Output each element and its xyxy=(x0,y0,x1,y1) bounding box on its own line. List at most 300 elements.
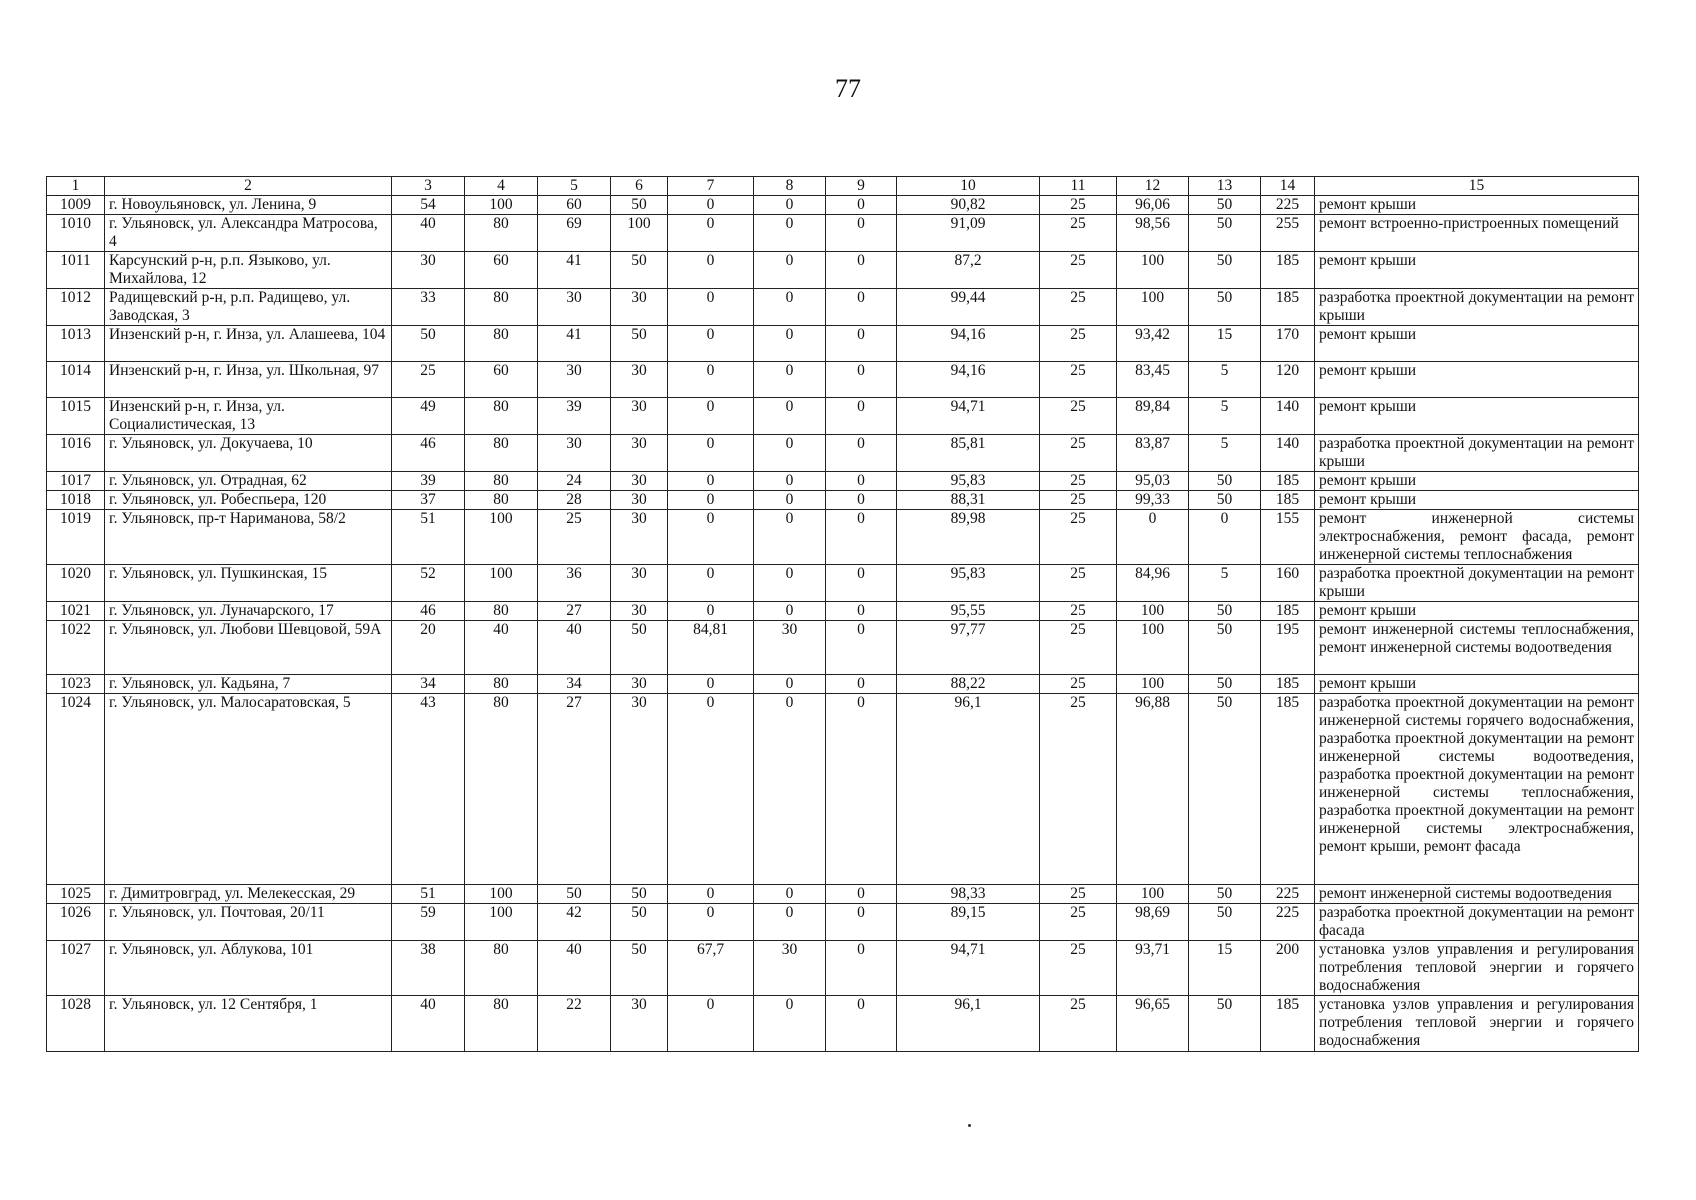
cell-value: 0 xyxy=(826,252,897,289)
cell-value: 99,44 xyxy=(897,289,1040,326)
cell-value: 43 xyxy=(392,694,465,885)
table-body xyxy=(47,177,1639,1052)
cell-value: 30 xyxy=(611,362,668,398)
table-row xyxy=(47,362,1639,398)
cell-value: 30 xyxy=(754,941,826,996)
cell-value: 25 xyxy=(1040,196,1117,215)
row-number: 1011 xyxy=(47,252,105,289)
cell-value: 50 xyxy=(1189,252,1261,289)
works-cell: установка узлов управления и регулирования потребления тепловой энергии и горячего водоснабжения xyxy=(1315,941,1639,996)
address-cell: г. Ульяновск, ул. Кадьяна, 7 xyxy=(105,675,392,694)
column-header: 10 xyxy=(897,177,1040,196)
cell-value: 140 xyxy=(1261,398,1315,435)
cell-value: 95,55 xyxy=(897,602,1040,621)
row-number: 1026 xyxy=(47,904,105,941)
cell-value: 36 xyxy=(538,565,611,602)
cell-value: 42 xyxy=(538,904,611,941)
cell-value: 100 xyxy=(465,885,538,904)
cell-value: 24 xyxy=(538,472,611,491)
table-row xyxy=(47,326,1639,362)
address-cell: Инзенский р-н, г. Инза, ул. Школьная, 97 xyxy=(105,362,392,398)
cell-value: 30 xyxy=(611,491,668,510)
cell-value: 0 xyxy=(826,510,897,565)
cell-value: 80 xyxy=(465,675,538,694)
address-cell: Радищевский р-н, р.п. Радищево, ул. Заводская, 3 xyxy=(105,289,392,326)
cell-value: 0 xyxy=(668,885,754,904)
works-cell: ремонт крыши xyxy=(1315,362,1639,398)
cell-value: 5 xyxy=(1189,398,1261,435)
cell-value: 94,71 xyxy=(897,398,1040,435)
cell-value: 95,83 xyxy=(897,565,1040,602)
cell-value: 83,87 xyxy=(1117,435,1189,472)
cell-value: 84,81 xyxy=(668,621,754,675)
address-cell: г. Ульяновск, пр-т Нариманова, 58/2 xyxy=(105,510,392,565)
cell-value: 100 xyxy=(1117,289,1189,326)
cell-value: 25 xyxy=(1040,694,1117,885)
cell-value: 97,77 xyxy=(897,621,1040,675)
cell-value: 0 xyxy=(754,491,826,510)
housing-repair-table xyxy=(46,176,1639,1052)
cell-value: 25 xyxy=(1040,904,1117,941)
cell-value: 185 xyxy=(1261,996,1315,1052)
cell-value: 33 xyxy=(392,289,465,326)
cell-value: 80 xyxy=(465,326,538,362)
row-number: 1013 xyxy=(47,326,105,362)
row-number: 1015 xyxy=(47,398,105,435)
row-number: 1021 xyxy=(47,602,105,621)
cell-value: 46 xyxy=(392,435,465,472)
cell-value: 0 xyxy=(826,621,897,675)
cell-value: 84,96 xyxy=(1117,565,1189,602)
cell-value: 25 xyxy=(1040,289,1117,326)
works-cell: ремонт встроенно-пристроенных помещений xyxy=(1315,215,1639,252)
cell-value: 0 xyxy=(754,885,826,904)
cell-value: 0 xyxy=(668,675,754,694)
cell-value: 0 xyxy=(826,941,897,996)
cell-value: 0 xyxy=(1189,510,1261,565)
table-row xyxy=(47,435,1639,472)
works-cell: ремонт инженерной системы водоотведения xyxy=(1315,885,1639,904)
cell-value: 25 xyxy=(1040,675,1117,694)
table-row xyxy=(47,289,1639,326)
cell-value: 46 xyxy=(392,602,465,621)
cell-value: 140 xyxy=(1261,435,1315,472)
cell-value: 50 xyxy=(1189,675,1261,694)
cell-value: 50 xyxy=(1189,621,1261,675)
row-number: 1022 xyxy=(47,621,105,675)
cell-value: 22 xyxy=(538,996,611,1052)
cell-value: 25 xyxy=(1040,996,1117,1052)
cell-value: 60 xyxy=(465,252,538,289)
cell-value: 50 xyxy=(611,196,668,215)
works-cell: разработка проектной документации на ремонт фасада xyxy=(1315,904,1639,941)
cell-value: 27 xyxy=(538,694,611,885)
cell-value: 0 xyxy=(826,565,897,602)
cell-value: 0 xyxy=(754,326,826,362)
cell-value: 28 xyxy=(538,491,611,510)
cell-value: 185 xyxy=(1261,675,1315,694)
works-cell: ремонт инженерной системы теплоснабжения, ремонт инженерной системы водоотведения xyxy=(1315,621,1639,675)
column-header: 9 xyxy=(826,177,897,196)
cell-value: 100 xyxy=(465,904,538,941)
cell-value: 99,33 xyxy=(1117,491,1189,510)
table-row xyxy=(47,602,1639,621)
cell-value: 0 xyxy=(826,472,897,491)
table-row xyxy=(47,491,1639,510)
cell-value: 20 xyxy=(392,621,465,675)
cell-value: 89,98 xyxy=(897,510,1040,565)
cell-value: 67,7 xyxy=(668,941,754,996)
cell-value: 0 xyxy=(826,885,897,904)
table-row xyxy=(47,996,1639,1052)
table-row xyxy=(47,252,1639,289)
cell-value: 25 xyxy=(392,362,465,398)
cell-value: 30 xyxy=(611,472,668,491)
cell-value: 37 xyxy=(392,491,465,510)
cell-value: 0 xyxy=(668,196,754,215)
cell-value: 0 xyxy=(668,326,754,362)
cell-value: 94,16 xyxy=(897,326,1040,362)
cell-value: 50 xyxy=(1189,904,1261,941)
cell-value: 83,45 xyxy=(1117,362,1189,398)
row-number: 1010 xyxy=(47,215,105,252)
cell-value: 0 xyxy=(668,252,754,289)
cell-value: 96,1 xyxy=(897,996,1040,1052)
cell-value: 30 xyxy=(611,289,668,326)
table-row xyxy=(47,904,1639,941)
cell-value: 50 xyxy=(611,326,668,362)
cell-value: 0 xyxy=(754,252,826,289)
cell-value: 60 xyxy=(465,362,538,398)
table-row xyxy=(47,565,1639,602)
address-cell: г. Ульяновск, ул. Робеспьера, 120 xyxy=(105,491,392,510)
address-cell: Инзенский р-н, г. Инза, ул. Социалистическая, 13 xyxy=(105,398,392,435)
cell-value: 34 xyxy=(538,675,611,694)
cell-value: 50 xyxy=(1189,996,1261,1052)
row-number: 1019 xyxy=(47,510,105,565)
cell-value: 34 xyxy=(392,675,465,694)
row-number: 1009 xyxy=(47,196,105,215)
cell-value: 50 xyxy=(538,885,611,904)
table-row xyxy=(47,472,1639,491)
cell-value: 50 xyxy=(392,326,465,362)
row-number: 1017 xyxy=(47,472,105,491)
cell-value: 0 xyxy=(826,435,897,472)
cell-value: 0 xyxy=(754,215,826,252)
cell-value: 96,65 xyxy=(1117,996,1189,1052)
cell-value: 0 xyxy=(826,491,897,510)
column-header: 3 xyxy=(392,177,465,196)
cell-value: 0 xyxy=(754,904,826,941)
cell-value: 0 xyxy=(754,565,826,602)
cell-value: 30 xyxy=(611,675,668,694)
cell-value: 41 xyxy=(538,326,611,362)
cell-value: 59 xyxy=(392,904,465,941)
cell-value: 50 xyxy=(1189,694,1261,885)
cell-value: 27 xyxy=(538,602,611,621)
cell-value: 60 xyxy=(538,196,611,215)
cell-value: 0 xyxy=(826,602,897,621)
cell-value: 5 xyxy=(1189,362,1261,398)
cell-value: 100 xyxy=(1117,675,1189,694)
table-row xyxy=(47,941,1639,996)
cell-value: 50 xyxy=(1189,602,1261,621)
works-cell: разработка проектной документации на ремонт крыши xyxy=(1315,289,1639,326)
cell-value: 96,88 xyxy=(1117,694,1189,885)
row-number: 1023 xyxy=(47,675,105,694)
cell-value: 93,42 xyxy=(1117,326,1189,362)
cell-value: 50 xyxy=(1189,491,1261,510)
cell-value: 195 xyxy=(1261,621,1315,675)
cell-value: 185 xyxy=(1261,491,1315,510)
cell-value: 54 xyxy=(392,196,465,215)
cell-value: 0 xyxy=(668,694,754,885)
cell-value: 0 xyxy=(668,510,754,565)
table-row xyxy=(47,675,1639,694)
cell-value: 25 xyxy=(1040,491,1117,510)
cell-value: 94,16 xyxy=(897,362,1040,398)
cell-value: 80 xyxy=(465,289,538,326)
cell-value: 80 xyxy=(465,941,538,996)
cell-value: 25 xyxy=(538,510,611,565)
cell-value: 50 xyxy=(611,904,668,941)
cell-value: 225 xyxy=(1261,904,1315,941)
row-number: 1024 xyxy=(47,694,105,885)
cell-value: 30 xyxy=(538,435,611,472)
column-header: 4 xyxy=(465,177,538,196)
cell-value: 5 xyxy=(1189,435,1261,472)
cell-value: 0 xyxy=(754,996,826,1052)
address-cell: Инзенский р-н, г. Инза, ул. Алашеева, 104 xyxy=(105,326,392,362)
cell-value: 0 xyxy=(826,398,897,435)
cell-value: 15 xyxy=(1189,326,1261,362)
address-cell: г. Ульяновск, ул. Докучаева, 10 xyxy=(105,435,392,472)
cell-value: 50 xyxy=(611,941,668,996)
cell-value: 0 xyxy=(754,196,826,215)
cell-value: 100 xyxy=(1117,885,1189,904)
cell-value: 0 xyxy=(668,289,754,326)
cell-value: 185 xyxy=(1261,472,1315,491)
address-cell: г. Ульяновск, ул. Александра Матросова, 4 xyxy=(105,215,392,252)
cell-value: 50 xyxy=(611,885,668,904)
cell-value: 88,22 xyxy=(897,675,1040,694)
cell-value: 69 xyxy=(538,215,611,252)
cell-value: 52 xyxy=(392,565,465,602)
cell-value: 98,69 xyxy=(1117,904,1189,941)
works-cell: ремонт крыши xyxy=(1315,252,1639,289)
cell-value: 87,2 xyxy=(897,252,1040,289)
cell-value: 0 xyxy=(668,565,754,602)
cell-value: 185 xyxy=(1261,289,1315,326)
cell-value: 160 xyxy=(1261,565,1315,602)
cell-value: 98,33 xyxy=(897,885,1040,904)
column-header: 2 xyxy=(105,177,392,196)
cell-value: 225 xyxy=(1261,885,1315,904)
column-number-row xyxy=(47,177,1639,196)
cell-value: 51 xyxy=(392,885,465,904)
column-header: 12 xyxy=(1117,177,1189,196)
cell-value: 155 xyxy=(1261,510,1315,565)
cell-value: 25 xyxy=(1040,510,1117,565)
cell-value: 49 xyxy=(392,398,465,435)
cell-value: 0 xyxy=(754,602,826,621)
cell-value: 0 xyxy=(668,398,754,435)
cell-value: 40 xyxy=(392,996,465,1052)
cell-value: 30 xyxy=(392,252,465,289)
cell-value: 80 xyxy=(465,694,538,885)
scan-speck xyxy=(968,1124,971,1127)
cell-value: 96,06 xyxy=(1117,196,1189,215)
cell-value: 0 xyxy=(668,602,754,621)
address-cell: г. Ульяновск, ул. Любови Шевцовой, 59А xyxy=(105,621,392,675)
cell-value: 50 xyxy=(1189,196,1261,215)
cell-value: 39 xyxy=(392,472,465,491)
cell-value: 0 xyxy=(826,196,897,215)
cell-value: 80 xyxy=(465,398,538,435)
cell-value: 0 xyxy=(754,694,826,885)
cell-value: 30 xyxy=(611,398,668,435)
cell-value: 170 xyxy=(1261,326,1315,362)
cell-value: 100 xyxy=(1117,252,1189,289)
cell-value: 25 xyxy=(1040,565,1117,602)
works-cell: разработка проектной документации на ремонт крыши xyxy=(1315,565,1639,602)
cell-value: 0 xyxy=(668,435,754,472)
cell-value: 25 xyxy=(1040,885,1117,904)
cell-value: 30 xyxy=(538,289,611,326)
cell-value: 25 xyxy=(1040,602,1117,621)
column-header: 5 xyxy=(538,177,611,196)
row-number: 1018 xyxy=(47,491,105,510)
address-cell: г. Ульяновск, ул. 12 Сентября, 1 xyxy=(105,996,392,1052)
table-row xyxy=(47,215,1639,252)
cell-value: 94,71 xyxy=(897,941,1040,996)
cell-value: 15 xyxy=(1189,941,1261,996)
row-number: 1025 xyxy=(47,885,105,904)
column-header: 8 xyxy=(754,177,826,196)
column-header: 1 xyxy=(47,177,105,196)
cell-value: 80 xyxy=(465,491,538,510)
cell-value: 25 xyxy=(1040,362,1117,398)
address-cell: г. Ульяновск, ул. Аблукова, 101 xyxy=(105,941,392,996)
table-row xyxy=(47,621,1639,675)
works-cell: ремонт крыши xyxy=(1315,398,1639,435)
cell-value: 25 xyxy=(1040,215,1117,252)
cell-value: 0 xyxy=(754,362,826,398)
address-cell: г. Ульяновск, ул. Малосаратовская, 5 xyxy=(105,694,392,885)
cell-value: 0 xyxy=(668,904,754,941)
cell-value: 100 xyxy=(611,215,668,252)
cell-value: 25 xyxy=(1040,398,1117,435)
cell-value: 30 xyxy=(611,996,668,1052)
cell-value: 255 xyxy=(1261,215,1315,252)
cell-value: 50 xyxy=(1189,885,1261,904)
cell-value: 95,03 xyxy=(1117,472,1189,491)
cell-value: 200 xyxy=(1261,941,1315,996)
table-row xyxy=(47,885,1639,904)
cell-value: 90,82 xyxy=(897,196,1040,215)
cell-value: 0 xyxy=(754,398,826,435)
cell-value: 30 xyxy=(611,435,668,472)
cell-value: 30 xyxy=(611,694,668,885)
cell-value: 80 xyxy=(465,996,538,1052)
column-header: 15 xyxy=(1315,177,1639,196)
cell-value: 185 xyxy=(1261,694,1315,885)
cell-value: 40 xyxy=(392,215,465,252)
cell-value: 80 xyxy=(465,472,538,491)
address-cell: г. Новоульяновск, ул. Ленина, 9 xyxy=(105,196,392,215)
column-header: 13 xyxy=(1189,177,1261,196)
address-cell: г. Ульяновск, ул. Луначарского, 17 xyxy=(105,602,392,621)
works-cell: разработка проектной документации на ремонт инженерной системы горячего водоснабжения, разработка проектной документации на ремонт инженерной системы водоотведения, разработка проектной документации на ремонт инженерной системы теплоснабжения, разработка проектной документации на ремонт инженерной системы электроснабжения, ремонт крыши, ремонт фасада xyxy=(1315,694,1639,885)
works-cell: ремонт крыши xyxy=(1315,675,1639,694)
cell-value: 100 xyxy=(465,510,538,565)
cell-value: 25 xyxy=(1040,621,1117,675)
row-number: 1016 xyxy=(47,435,105,472)
cell-value: 80 xyxy=(465,215,538,252)
cell-value: 185 xyxy=(1261,252,1315,289)
cell-value: 0 xyxy=(826,326,897,362)
works-cell: ремонт крыши xyxy=(1315,196,1639,215)
cell-value: 30 xyxy=(538,362,611,398)
cell-value: 41 xyxy=(538,252,611,289)
cell-value: 0 xyxy=(754,435,826,472)
cell-value: 0 xyxy=(668,362,754,398)
row-number: 1028 xyxy=(47,996,105,1052)
cell-value: 89,84 xyxy=(1117,398,1189,435)
address-cell: г. Ульяновск, ул. Пушкинская, 15 xyxy=(105,565,392,602)
cell-value: 0 xyxy=(668,996,754,1052)
cell-value: 39 xyxy=(538,398,611,435)
cell-value: 120 xyxy=(1261,362,1315,398)
table-row xyxy=(47,510,1639,565)
cell-value: 100 xyxy=(1117,602,1189,621)
cell-value: 30 xyxy=(611,565,668,602)
cell-value: 0 xyxy=(754,510,826,565)
cell-value: 5 xyxy=(1189,565,1261,602)
cell-value: 89,15 xyxy=(897,904,1040,941)
cell-value: 25 xyxy=(1040,435,1117,472)
cell-value: 93,71 xyxy=(1117,941,1189,996)
cell-value: 0 xyxy=(754,675,826,694)
column-header: 6 xyxy=(611,177,668,196)
address-cell: Карсунский р-н, р.п. Языково, ул. Михайлова, 12 xyxy=(105,252,392,289)
cell-value: 30 xyxy=(611,602,668,621)
cell-value: 0 xyxy=(826,694,897,885)
cell-value: 25 xyxy=(1040,252,1117,289)
row-number: 1020 xyxy=(47,565,105,602)
cell-value: 25 xyxy=(1040,472,1117,491)
row-number: 1027 xyxy=(47,941,105,996)
cell-value: 50 xyxy=(611,252,668,289)
cell-value: 0 xyxy=(826,289,897,326)
cell-value: 0 xyxy=(668,472,754,491)
cell-value: 40 xyxy=(465,621,538,675)
cell-value: 0 xyxy=(668,215,754,252)
cell-value: 0 xyxy=(826,215,897,252)
cell-value: 95,83 xyxy=(897,472,1040,491)
works-cell: разработка проектной документации на ремонт крыши xyxy=(1315,435,1639,472)
cell-value: 40 xyxy=(538,621,611,675)
cell-value: 100 xyxy=(465,196,538,215)
column-header: 7 xyxy=(668,177,754,196)
cell-value: 0 xyxy=(826,996,897,1052)
works-cell: установка узлов управления и регулирования потребления тепловой энергии и горячего водоснабжения xyxy=(1315,996,1639,1052)
column-header: 14 xyxy=(1261,177,1315,196)
column-header: 11 xyxy=(1040,177,1117,196)
cell-value: 0 xyxy=(826,904,897,941)
works-cell: ремонт инженерной системы электроснабжения, ремонт фасада, ремонт инженерной системы теплоснабжения xyxy=(1315,510,1639,565)
table-row xyxy=(47,196,1639,215)
